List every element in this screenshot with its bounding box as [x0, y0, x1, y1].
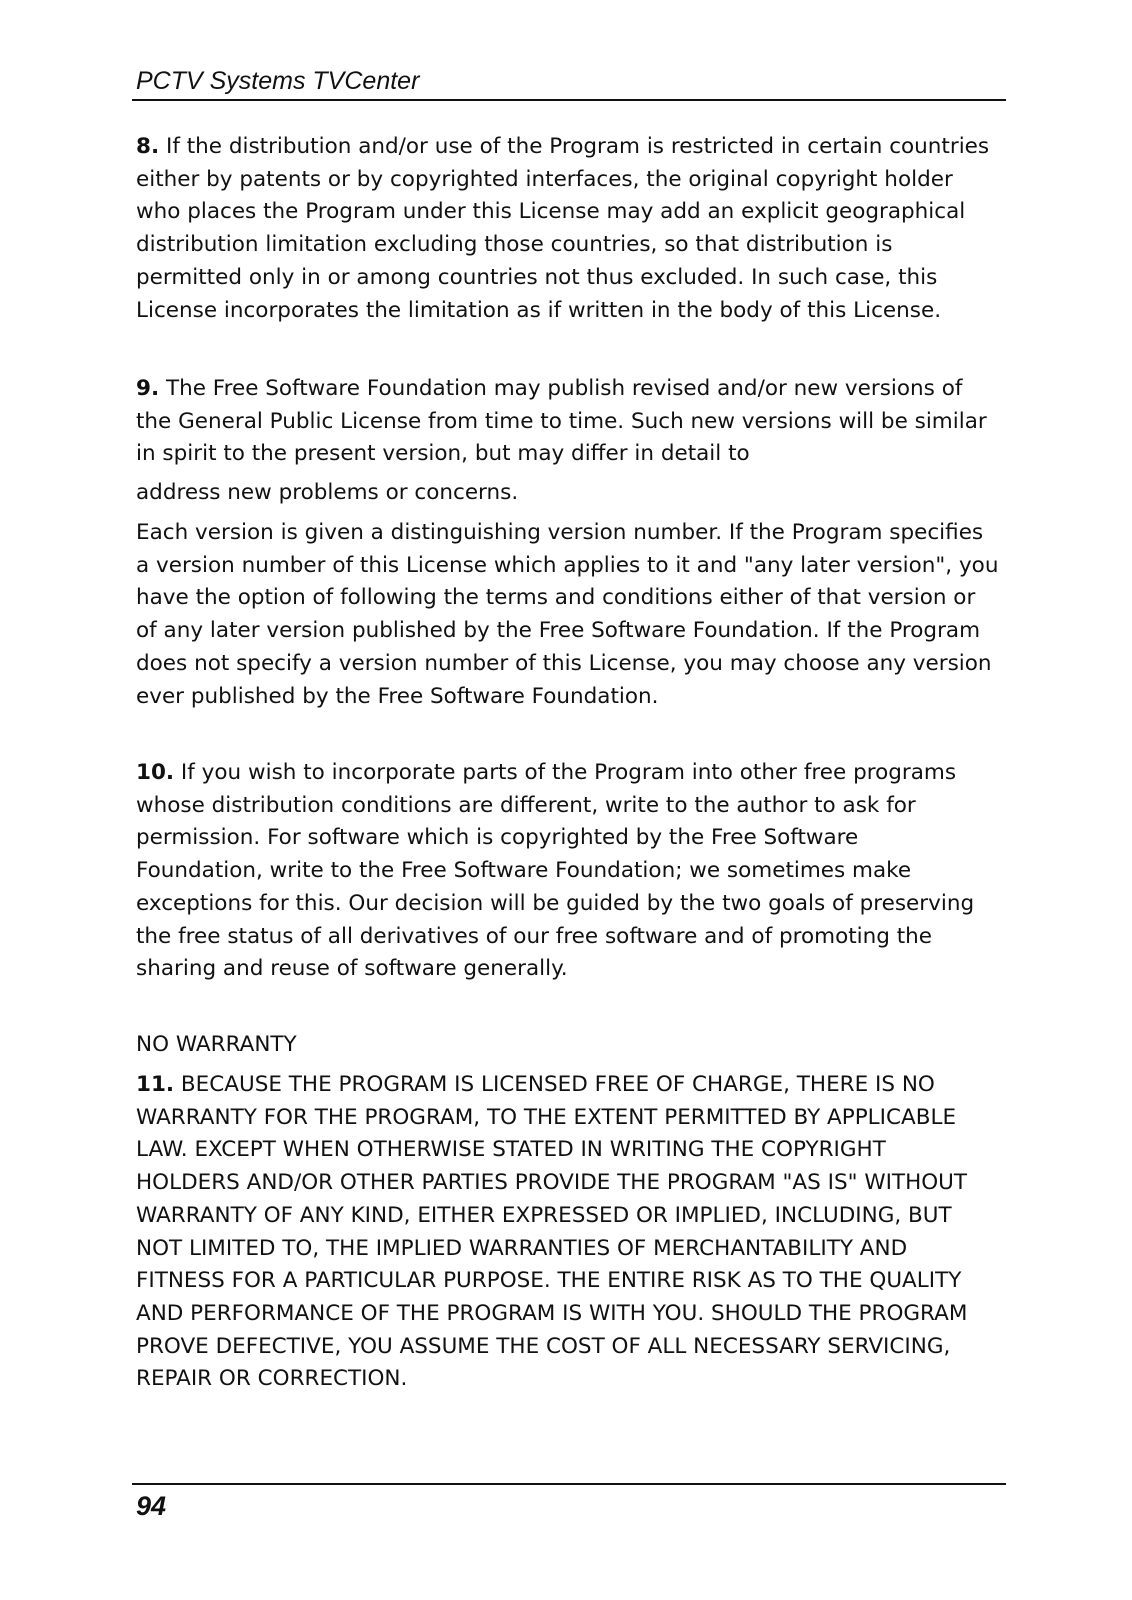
section-11-line: REPAIR OR CORRECTION. — [136, 1366, 408, 1392]
section-11-text: BECAUSE THE PROGRAM IS LICENSED FREE OF CHARGE, THERE IS NO — [174, 1072, 935, 1097]
section-10-line: Foundation, write to the Free Software Foundation; we sometimes make — [136, 858, 912, 884]
section-9-line: a version number of this License which applies to it and "any later version", you — [136, 552, 999, 578]
section-8-line: either by patents or by copyrighted interfaces, the original copyright holder — [136, 166, 953, 192]
section-10-line — [136, 757, 1006, 790]
section-11-line — [136, 1069, 1006, 1102]
section-8-line — [136, 131, 1006, 164]
page-number: 94 — [136, 1491, 167, 1521]
section-9-paragraph-2 — [136, 517, 1006, 713]
section-10-line: whose distribution conditions are different, write to the author to ask for — [136, 792, 916, 818]
section-9-line: does not specify a version number of this License, you may choose any version — [136, 650, 992, 676]
section-10-line: permission. For software which is copyrighted by the Free Software — [136, 825, 859, 851]
section-number: 10. — [136, 760, 175, 785]
section-9-line: the General Public License from time to time. Such new versions will be similar — [136, 408, 987, 434]
section-8-line: distribution limitation excluding those countries, so that distribution is — [136, 232, 893, 258]
section-10-text: If you wish to incorporate parts of the Program into other free programs — [174, 760, 957, 785]
section-8-line: License incorporates the limitation as if written in the body of this License. — [136, 297, 942, 323]
section-number: 9. — [136, 376, 160, 401]
section-9-line: have the option of following the terms and conditions either of that version or — [136, 585, 976, 611]
section-10-line: the free status of all derivatives of our free software and of promoting the — [136, 923, 933, 949]
running-header: PCTV Systems TVCenter — [136, 67, 420, 95]
section-11-line: HOLDERS AND/OR OTHER PARTIES PROVIDE THE PROGRAM "AS IS" WITHOUT — [136, 1170, 968, 1196]
section-11-line: FITNESS FOR A PARTICULAR PURPOSE. THE ENTIRE RISK AS TO THE QUALITY — [136, 1268, 962, 1294]
section-8-line: permitted only in or among countries not thus excluded. In such case, this — [136, 264, 938, 290]
section-11-line: AND PERFORMANCE OF THE PROGRAM IS WITH YOU. SHOULD THE PROGRAM — [136, 1300, 968, 1326]
footer-rule — [132, 1483, 1006, 1485]
section-9-line: in spirit to the present version, but may differ in detail to — [136, 441, 750, 467]
section-8-line: who places the Program under this License may add an explicit geographical — [136, 199, 966, 225]
section-9-line — [136, 373, 1006, 406]
section-9-line: Each version is given a distinguishing version number. If the Program specifies — [136, 520, 984, 545]
section-8-text: If the distribution and/or use of the Program is restricted in certain countries — [159, 134, 990, 159]
section-11-line: PROVE DEFECTIVE, YOU ASSUME THE COST OF ALL NECESSARY SERVICING, — [136, 1333, 951, 1359]
section-9 — [136, 373, 1006, 471]
section-11-line: WARRANTY FOR THE PROGRAM, TO THE EXTENT PERMITTED BY APPLICABLE — [136, 1104, 957, 1130]
section-9-text: The Free Software Foundation may publish revised and/or new versions of — [159, 376, 963, 401]
section-number: 8. — [136, 134, 160, 159]
section-9-line: ever published by the Free Software Foundation. — [136, 683, 659, 709]
header-rule — [132, 99, 1006, 101]
section-10-line: exceptions for this. Our decision will be guided by the two goals of preserving — [136, 890, 975, 916]
no-warranty-heading: NO WARRANTY — [136, 1032, 297, 1057]
section-11-line: LAW. EXCEPT WHEN OTHERWISE STATED IN WRITING THE COPYRIGHT — [136, 1137, 886, 1163]
section-11-line: NOT LIMITED TO, THE IMPLIED WARRANTIES OF MERCHANTABILITY AND — [136, 1235, 908, 1261]
section-10 — [136, 757, 1006, 986]
section-number: 11. — [136, 1072, 175, 1097]
section-10-line: sharing and reuse of software generally. — [136, 956, 568, 982]
section-9-line: of any later version published by the Free Software Foundation. If the Program — [136, 618, 981, 644]
section-11 — [136, 1069, 1006, 1396]
section-11-line: WARRANTY OF ANY KIND, EITHER EXPRESSED OR IMPLIED, INCLUDING, BUT — [136, 1202, 952, 1228]
section-8 — [136, 131, 1006, 327]
section-9-continuation: address new problems or concerns. — [136, 480, 519, 505]
